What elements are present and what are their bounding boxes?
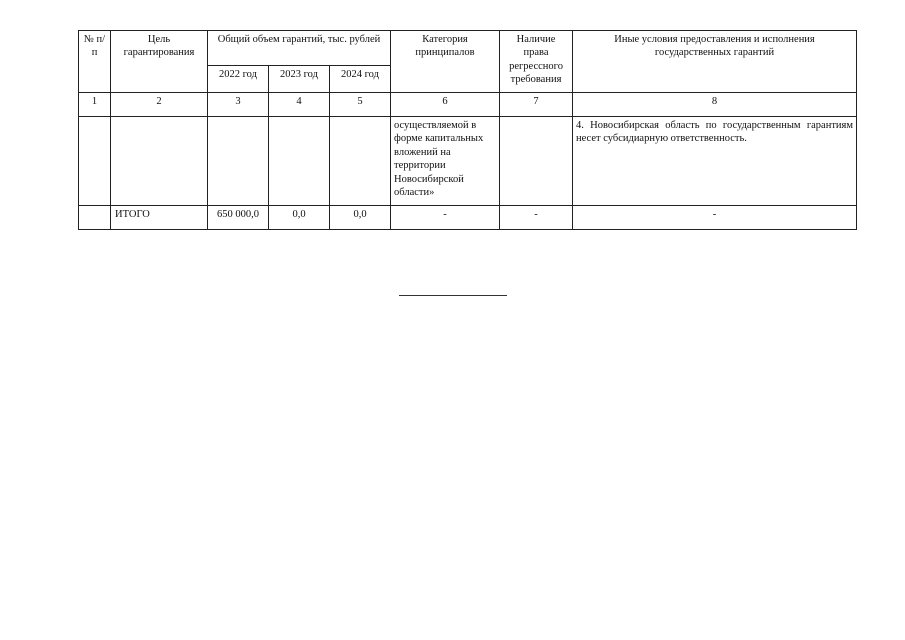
total-other: -: [573, 206, 857, 230]
row-goal-cell: [111, 117, 208, 206]
total-2023: 0,0: [269, 206, 330, 230]
row-regress-cell: [500, 117, 573, 206]
row-other-cell: 4. Новосибирская область по государственным гарантиям несет субсидиарную ответственность.: [573, 117, 857, 206]
guarantees-table: [78, 30, 857, 230]
column-number: 5: [330, 93, 391, 117]
header-other: Иные условия предоставления и исполнения государственных гарантий: [573, 31, 857, 93]
total-row: [79, 206, 857, 230]
header-year-2022: 2022 год: [208, 66, 269, 93]
header-year-2023: 2023 год: [269, 66, 330, 93]
column-number: 2: [111, 93, 208, 117]
row-category-cell: осуществляемой в форме капитальных вложений на территории Новосибирской области»: [391, 117, 500, 206]
row-2024-cell: [330, 117, 391, 206]
header-row: [79, 31, 857, 66]
column-number: 6: [391, 93, 500, 117]
column-number: 3: [208, 93, 269, 117]
row-2022-cell: [208, 117, 269, 206]
header-num: № п/п: [79, 31, 111, 93]
column-number: 7: [500, 93, 573, 117]
total-num-cell: [79, 206, 111, 230]
total-regress: -: [500, 206, 573, 230]
end-separator-line: [399, 295, 507, 296]
total-category: -: [391, 206, 500, 230]
table-row: [79, 117, 857, 206]
column-number: 8: [573, 93, 857, 117]
header-volume: Общий объем гарантий, тыс. рублей: [208, 31, 391, 66]
total-label: ИТОГО: [111, 206, 208, 230]
header-category: Категория принципалов: [391, 31, 500, 93]
column-number: 1: [79, 93, 111, 117]
header-regress: Наличие права регрессного требования: [500, 31, 573, 93]
header-year-2024: 2024 год: [330, 66, 391, 93]
row-2023-cell: [269, 117, 330, 206]
total-2024: 0,0: [330, 206, 391, 230]
column-number-row: [79, 93, 857, 117]
row-num-cell: [79, 117, 111, 206]
header-goal: Цель гарантирования: [111, 31, 208, 93]
column-number: 4: [269, 93, 330, 117]
total-2022: 650 000,0: [208, 206, 269, 230]
